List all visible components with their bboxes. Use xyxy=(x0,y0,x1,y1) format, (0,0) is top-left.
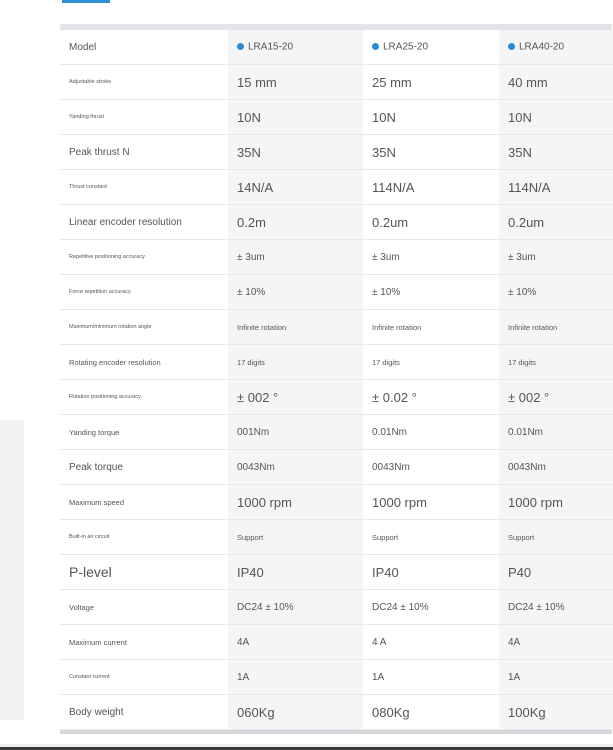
spec-value: 1000 rpm xyxy=(228,485,363,520)
spec-value: ± 10% xyxy=(499,275,613,310)
spec-value: 25 mm xyxy=(363,65,499,100)
spec-value: 0.2um xyxy=(363,205,499,240)
spec-value: 40 mm xyxy=(499,65,613,100)
spec-value: 0043Nm xyxy=(228,450,363,485)
spec-value: ± 10% xyxy=(363,275,499,310)
spec-value: Infinite rotation xyxy=(228,310,363,345)
table-row xyxy=(60,345,613,380)
table-row xyxy=(60,275,613,310)
table-row xyxy=(60,240,613,275)
spec-label: Linear encoder resolution xyxy=(60,205,228,240)
model-name: LRA40-20 xyxy=(519,41,565,53)
spec-value: DC24 ± 10% xyxy=(228,590,363,625)
spec-value: DC24 ± 10% xyxy=(363,590,499,625)
spec-label: Peak thrust N xyxy=(60,135,228,170)
spec-value: 17 digits xyxy=(499,345,613,380)
spec-value: 080Kg xyxy=(363,695,499,730)
table-row xyxy=(60,520,613,555)
spec-label: Repetitive positioning accuracy xyxy=(60,240,228,275)
spec-value: IP40 xyxy=(228,555,363,590)
spec-label: Built-in air circuit xyxy=(60,520,228,555)
spec-value: ± 3um xyxy=(499,240,613,275)
table-row xyxy=(60,170,613,205)
spec-value: ± 10% xyxy=(228,275,363,310)
spec-label: Maximum current xyxy=(60,625,228,660)
spec-label: Yanding thrust xyxy=(60,100,228,135)
spec-value: 0.01Nm xyxy=(363,415,499,450)
model-cell-1 xyxy=(228,30,363,65)
spec-value: 35N xyxy=(363,135,499,170)
spec-value: Support xyxy=(363,520,499,555)
spec-value: 0.01Nm xyxy=(499,415,613,450)
spec-value: Infinite rotation xyxy=(363,310,499,345)
spec-value: 100Kg xyxy=(499,695,613,730)
spec-value: ± 3um xyxy=(228,240,363,275)
spec-value: 0.2um xyxy=(499,205,613,240)
model-label: Model xyxy=(60,30,228,65)
table-row xyxy=(60,415,613,450)
spec-label: Body weight xyxy=(60,695,228,730)
bullet-icon xyxy=(372,43,379,50)
spec-value: 114N/A xyxy=(499,170,613,205)
bullet-icon xyxy=(237,43,244,50)
spec-label: Yanding torque xyxy=(60,415,228,450)
spec-label: Force repetition accuracy xyxy=(60,275,228,310)
spec-value: ± 3um xyxy=(363,240,499,275)
spec-value: 1A xyxy=(228,660,363,695)
spec-value: ± 002 ° xyxy=(228,380,363,415)
spec-value: 10N xyxy=(363,100,499,135)
spec-value: 1A xyxy=(499,660,613,695)
spec-value: Support xyxy=(228,520,363,555)
table-row xyxy=(60,625,613,660)
model-cell-2 xyxy=(363,30,499,65)
spec-value: 35N xyxy=(228,135,363,170)
table-row xyxy=(60,660,613,695)
spec-value: Support xyxy=(499,520,613,555)
spec-label: Adjustable stroke xyxy=(60,65,228,100)
spec-value: ± 002 ° xyxy=(499,380,613,415)
table-row xyxy=(60,310,613,345)
table-row xyxy=(60,485,613,520)
spec-value: DC24 ± 10% xyxy=(499,590,613,625)
spec-value: 0043Nm xyxy=(499,450,613,485)
spec-label: Rotating encoder resolution xyxy=(60,345,228,380)
table-row xyxy=(60,135,613,170)
model-cell-3 xyxy=(499,30,613,65)
spec-label: Voltage xyxy=(60,590,228,625)
spec-label: Maximum speed xyxy=(60,485,228,520)
spec-table xyxy=(60,30,613,730)
spec-value: 001Nm xyxy=(228,415,363,450)
model-name: LRA15-20 xyxy=(248,41,294,53)
table-row xyxy=(60,590,613,625)
spec-label: Rotation positioning accuracy xyxy=(60,380,228,415)
spec-value: 14N/A xyxy=(228,170,363,205)
spec-value: 17 digits xyxy=(228,345,363,380)
spec-label: P-level xyxy=(60,555,228,590)
spec-value: ± 0.02 ° xyxy=(363,380,499,415)
title-accent-bar xyxy=(62,0,110,3)
left-side-panel xyxy=(0,420,24,720)
spec-table-container xyxy=(60,24,612,734)
spec-value: 4A xyxy=(499,625,613,660)
table-header-row xyxy=(60,30,613,65)
spec-label: Constant current xyxy=(60,660,228,695)
spec-value: 17 digits xyxy=(363,345,499,380)
table-bottom-rule xyxy=(60,730,612,734)
table-row xyxy=(60,450,613,485)
table-row xyxy=(60,65,613,100)
spec-value: 114N/A xyxy=(363,170,499,205)
spec-value: Infinite rotation xyxy=(499,310,613,345)
bullet-icon xyxy=(508,43,515,50)
spec-value: IP40 xyxy=(363,555,499,590)
table-row xyxy=(60,555,613,590)
spec-value: 35N xyxy=(499,135,613,170)
table-row xyxy=(60,380,613,415)
spec-value: 15 mm xyxy=(228,65,363,100)
spec-value: 4 A xyxy=(363,625,499,660)
spec-value: 0.2m xyxy=(228,205,363,240)
spec-label: Maximum/minimum rotation angle xyxy=(60,310,228,345)
spec-value: 10N xyxy=(499,100,613,135)
spec-value: 060Kg xyxy=(228,695,363,730)
spec-value: 10N xyxy=(228,100,363,135)
spec-value: 1A xyxy=(363,660,499,695)
spec-value: P40 xyxy=(499,555,613,590)
spec-value: 1000 rpm xyxy=(363,485,499,520)
spec-value: 1000 rpm xyxy=(499,485,613,520)
spec-value: 0043Nm xyxy=(363,450,499,485)
spec-label: Thrust constant xyxy=(60,170,228,205)
table-row xyxy=(60,100,613,135)
model-name: LRA25-20 xyxy=(383,41,429,53)
spec-label: Peak torque xyxy=(60,450,228,485)
table-row xyxy=(60,695,613,730)
spec-value: 4A xyxy=(228,625,363,660)
table-row xyxy=(60,205,613,240)
